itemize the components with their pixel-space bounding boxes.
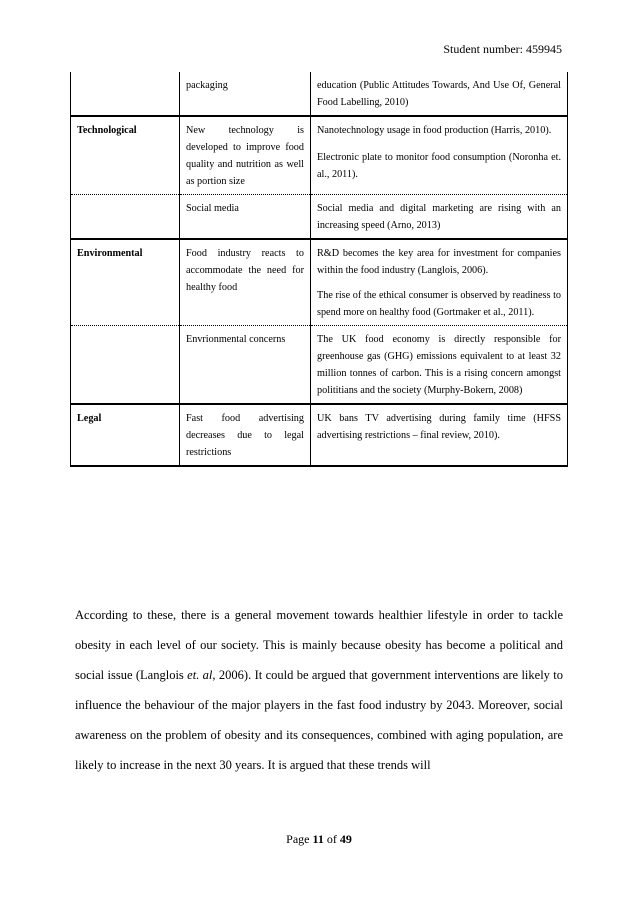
factor-cell: Environmental [71, 239, 180, 326]
evidence-cell [311, 326, 568, 405]
evidence-cell [311, 195, 568, 240]
trend-cell: Fast food advertising decreases due to legal restrictions [180, 404, 311, 466]
evidence-text: Nanotechnology usage in food production (Harris, 2010). [317, 125, 552, 136]
body-text-part1: According to these, there is a general movement towards healthier lifestyle in order to tackle obesity in each level of our society. This is mainly because obesity has become a political and social issue (Langlois [75, 608, 563, 682]
evidence-cell [311, 404, 568, 466]
trend-cell: Envrionmental concerns [180, 326, 311, 405]
table-row [71, 326, 568, 405]
factor-cell [71, 72, 180, 116]
student-number: Student number: 459945 [443, 42, 562, 56]
table-row [71, 116, 568, 195]
body-text-part2: 2006). It could be argued that government interventions are likely to influence the behaviour of the major players in the fast food industry by 2043. Moreover, social awareness on the problem of obesity and its consequences, combined with aging population, are likely to increase in the next 30 years. It is argued that these trends will [75, 668, 564, 772]
evidence-text: education (Public Attitudes Towards, And Use Of, General Food Labelling, 2010) [317, 80, 561, 108]
trend-cell: Social media [180, 195, 311, 240]
evidence-cell [311, 72, 568, 116]
pest-table [70, 72, 568, 467]
evidence-text: R&D becomes the key area for investment for companies within the food industry (Langlois, 2006). [317, 248, 561, 276]
trend-cell: Food industry reacts to accommodate the need for healthy food [180, 239, 311, 326]
page-label: Page [286, 832, 310, 846]
page-current: 11 [312, 832, 324, 846]
body-text-italic: et. al, [187, 668, 216, 682]
table-row [71, 239, 568, 326]
evidence-cell [311, 239, 568, 326]
evidence-text: Electronic plate to monitor food consumption (Noronha et. al., 2011). [317, 152, 561, 180]
evidence-cell [311, 116, 568, 195]
trend-cell: New technology is developed to improve food quality and nutrition as well as portion size [180, 116, 311, 195]
table-row [71, 72, 568, 116]
evidence-text: The rise of the ethical consumer is observed by readiness to spend more on healthy food (Gortmaker et al., 2011). [317, 290, 561, 318]
factor-cell [71, 195, 180, 240]
evidence-text: Social media and digital marketing are rising with an increasing speed (Arno, 2013) [317, 203, 561, 231]
factor-cell [71, 326, 180, 405]
factor-cell: Legal [71, 404, 180, 466]
table-row [71, 404, 568, 466]
body-paragraph [75, 600, 563, 780]
table-row [71, 195, 568, 240]
of-label: of [326, 832, 337, 846]
page-total: 49 [339, 832, 352, 846]
trend-cell: packaging [180, 72, 311, 116]
page-number [0, 832, 638, 847]
evidence-text: UK bans TV advertising during family time (HFSS advertising restrictions – final review, 2010). [317, 413, 561, 441]
factor-cell: Technological [71, 116, 180, 195]
evidence-text: The UK food economy is directly responsible for greenhouse gas (GHG) emissions equivalent to at least 32 million tonnes of carbon. This is a rising concern amongst polititians and the society (Murphy-Bokern, 2008) [317, 334, 561, 396]
